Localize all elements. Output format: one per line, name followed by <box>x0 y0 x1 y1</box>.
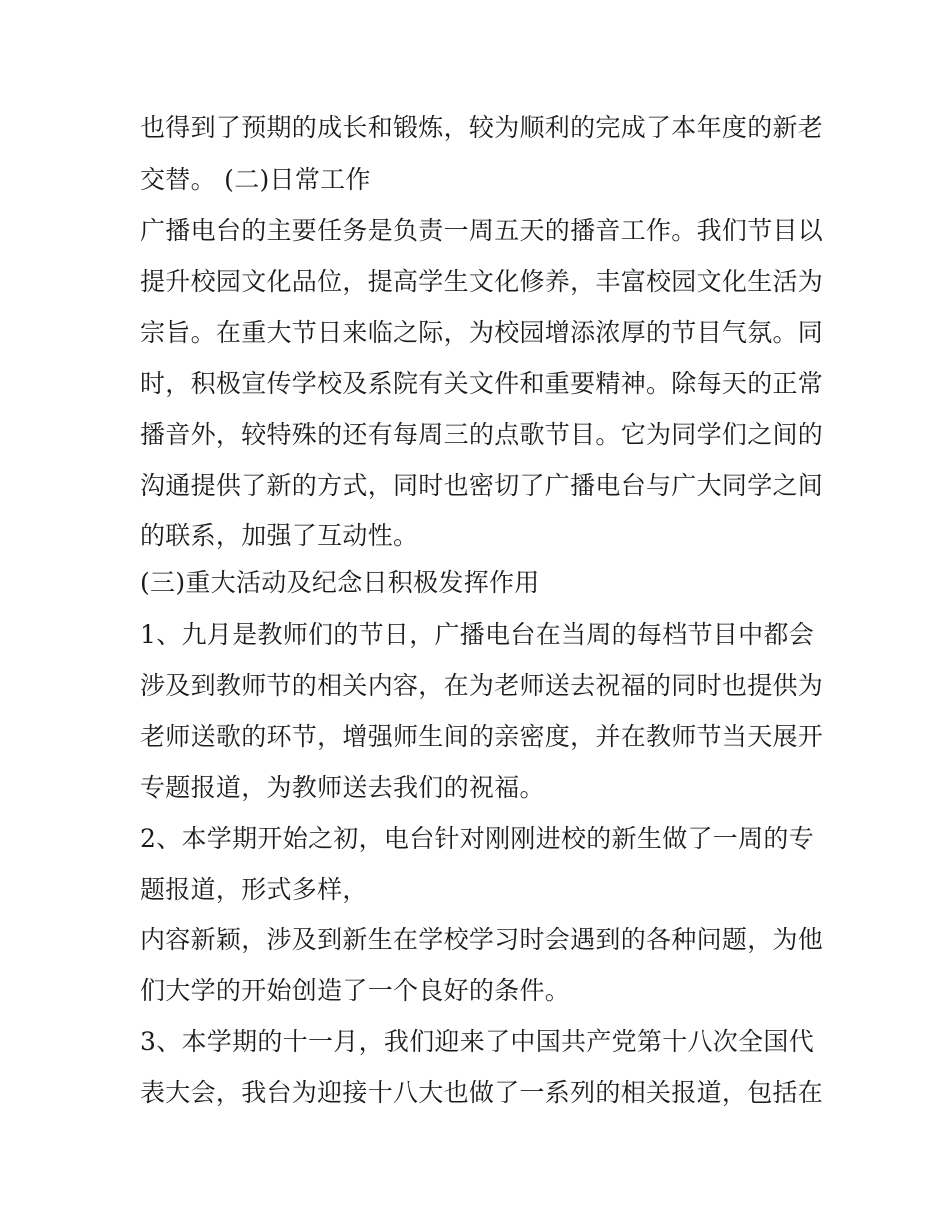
paragraph-line: 1、九月是教师们的节日，广播电台在当周的每档节目中都会 <box>140 620 815 649</box>
paragraph-line: 交替。 (二)日常工作 <box>140 165 371 194</box>
paragraph-line: 内容新颖，涉及到新生在学校学习时会遇到的各种问题，为他 <box>140 925 824 954</box>
paragraph-line: 3、本学期的十一月，我们迎来了中国共产党第十八次全国代 <box>140 1027 815 1056</box>
paragraph-line: 时，积极宣传学校及系院有关文件和重要精神。除每天的正常 <box>140 369 824 398</box>
section-heading: (三)重大活动及纪念日积极发挥作用 <box>140 568 540 597</box>
paragraph-line: 播音外，较特殊的还有每周三的点歌节目。它为同学们之间的 <box>140 420 824 449</box>
paragraph-line: 涉及到教师节的相关内容，在为老师送去祝福的同时也提供为 <box>140 671 824 700</box>
paragraph-line: 广播电台的主要任务是负责一周五天的播音工作。我们节目以 <box>140 216 824 245</box>
paragraph-line: 2、本学期开始之初，电台针对刚刚进校的新生做了一周的专 <box>140 824 815 853</box>
paragraph-line: 的联系，加强了互动性。 <box>140 521 419 550</box>
paragraph-line: 提升校园文化品位，提高学生文化修养，丰富校园文化生活为 <box>140 267 824 296</box>
paragraph-line: 也得到了预期的成长和锻炼，较为顺利的完成了本年度的新老 <box>140 113 824 142</box>
paragraph-line: 沟通提供了新的方式，同时也密切了广播电台与广大同学之间 <box>140 471 824 500</box>
paragraph-line: 老师送歌的环节，增强师生间的亲密度，并在教师节当天展开 <box>140 722 824 751</box>
paragraph-line: 题报道，形式多样， <box>140 875 368 904</box>
paragraph-line: 表大会，我台为迎接十八大也做了一系列的相关报道，包括在 <box>140 1078 824 1107</box>
paragraph-line: 宗旨。在重大节日来临之际，为校园增添浓厚的节目气氛。同 <box>140 318 824 347</box>
paragraph-line: 专题报道，为教师送去我们的祝福。 <box>140 773 545 802</box>
paragraph-line: 们大学的开始创造了一个良好的条件。 <box>140 976 571 1005</box>
